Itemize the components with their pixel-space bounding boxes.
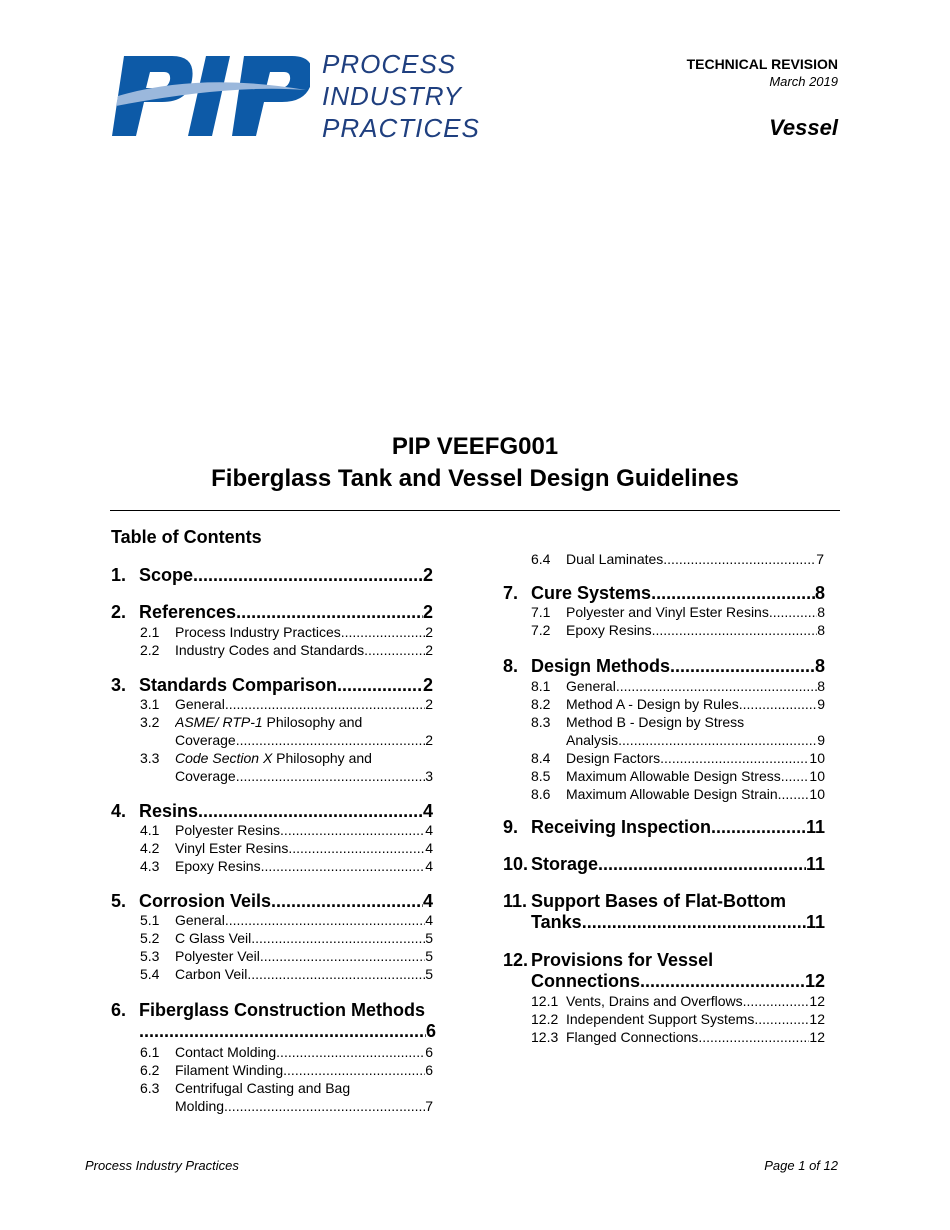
toc-subsection[interactable]: 3.1 General ..... 2 (140, 695, 433, 713)
toc-subsection[interactable]: 8.1 General ..... 8 (531, 677, 825, 695)
toc-number: 11. (503, 891, 528, 911)
toc-subsection[interactable]: 5.4 Carbon Veil ..... 5 (140, 965, 433, 983)
toc-subsection[interactable]: 4.2 Vinyl Ester Resins ..... 4 (140, 839, 433, 857)
toc-subsection[interactable]: 5.3 Polyester Veil ..... 5 (140, 947, 433, 965)
toc-subsection[interactable]: 5.1 General ..... 4 (140, 911, 433, 929)
toc-section-storage[interactable] (503, 854, 825, 875)
toc-number: 9. (503, 817, 519, 837)
toc-number: 6. (111, 1000, 127, 1020)
toc-page: 11 (805, 854, 825, 874)
pip-logo (110, 50, 310, 142)
toc-page: 11 (805, 912, 825, 932)
toc-heading: Table of Contents (111, 527, 262, 547)
toc-subsection[interactable]: 4.3 Epoxy Resins ..... 4 (140, 857, 433, 875)
footer-page-number: Page 1 of 12 (764, 1158, 838, 1173)
toc-section-references[interactable] (111, 602, 433, 623)
toc-section-cure-systems[interactable] (503, 583, 825, 604)
toc-number: 7. (503, 583, 519, 603)
toc-subsection[interactable]: 5.2 C Glass Veil ..... 5 (140, 929, 433, 947)
toc-section-design-methods[interactable] (503, 656, 825, 677)
toc-subsection[interactable]: 12.2 Independent Support Systems ..... 12 (531, 1010, 825, 1028)
toc-number: 12. (503, 950, 529, 970)
toc-section-corrosion-veils[interactable] (111, 891, 433, 912)
toc-page: 12 (804, 971, 825, 991)
toc-subsection[interactable]: 7.1 Polyester and Vinyl Ester Resins ..... 8 (531, 603, 825, 621)
revision-date: March 2019 (769, 74, 838, 89)
toc-number: 10. (503, 854, 529, 874)
toc-title: Corrosion Veils (139, 891, 272, 911)
toc-title: Cure Systems (531, 583, 652, 603)
toc-title: Storage (531, 854, 599, 874)
toc-subsection[interactable]: 8.3 Method B - Design by Stress Analysis ..... 9 (531, 713, 825, 749)
toc-subsection[interactable]: 8.6 Maximum Allowable Design Strain ..... 10 (531, 785, 825, 803)
toc-subsection[interactable]: 6.1 Contact Molding ..... 6 (140, 1043, 433, 1061)
toc-subsection[interactable]: 4.1 Polyester Resins ..... 4 (140, 821, 433, 839)
toc-subsection[interactable]: 3.2 ASME/ RTP-1 Philosophy and Coverage ..... 2 (140, 713, 433, 749)
toc-title: Support Bases of Flat-Bottom (531, 891, 786, 911)
toc-number: 1. (111, 565, 127, 585)
toc-section-support-bases[interactable]: 11. Support Bases of Flat-Bottom Tanks ..... 11 (503, 891, 825, 933)
toc-subsection[interactable]: 6.3 Centrifugal Casting and Bag Molding ..... 7 (140, 1079, 433, 1115)
toc-title: Scope (139, 565, 194, 585)
toc-number: 5. (111, 891, 127, 911)
toc-title: Design Methods (531, 656, 671, 676)
toc-subsection[interactable]: 2.2 Industry Codes and Standards ..... 2 (140, 641, 433, 659)
toc-section-scope[interactable] (111, 565, 433, 586)
toc-number: 8. (503, 656, 519, 676)
toc-page: 2 (422, 602, 433, 622)
toc-page: 6 (425, 1021, 436, 1041)
document-id: PIP VEEFG001 (391, 433, 559, 460)
toc-subsection[interactable]: 12.3 Flanged Connections ..... 12 (531, 1028, 825, 1046)
logo-word-practices: PRACTICES (322, 113, 480, 143)
footer-publisher: Process Industry Practices (85, 1158, 239, 1173)
toc-subsection[interactable]: 3.3 Code Section X Philosophy and Coverage ..... 3 (140, 749, 433, 785)
toc-page: 2 (422, 675, 433, 695)
toc-section-construction-methods[interactable] (111, 1000, 436, 1042)
toc-page: 2 (422, 565, 433, 585)
title-divider (110, 510, 840, 511)
toc-number: 3. (111, 675, 127, 695)
toc-section-receiving-inspection[interactable] (503, 817, 825, 838)
toc-section-standards-comparison[interactable] (111, 675, 433, 696)
toc-title: Receiving Inspection (531, 817, 712, 837)
toc-title: Fiberglass Construction Methods (139, 1000, 426, 1020)
toc-subsection[interactable]: 2.1 Process Industry Practices ..... 2 (140, 623, 433, 641)
document-title: Fiberglass Tank and Vessel Design Guidelines (211, 465, 739, 492)
toc-subsection[interactable]: 8.2 Method A - Design by Rules ..... 9 (531, 695, 825, 713)
toc-number: 2. (111, 602, 127, 622)
logo-word-industry: INDUSTRY (322, 81, 462, 111)
toc-page: 4 (422, 801, 433, 821)
toc-subsection[interactable]: 8.4 Design Factors ..... 10 (531, 749, 825, 767)
revision-label: TECHNICAL REVISION (686, 56, 838, 72)
toc-subsection[interactable]: 8.5 Maximum Allowable Design Stress ..... 10 (531, 767, 825, 785)
toc-subsection[interactable]: 12.1 Vents, Drains and Overflows ..... 12 (531, 992, 825, 1010)
toc-title: Resins (139, 801, 199, 821)
toc-subsection[interactable]: 7.2 Epoxy Resins ..... 8 (531, 621, 825, 639)
toc-title: References (139, 602, 237, 622)
toc-page: 8 (814, 656, 825, 676)
toc-page: 4 (422, 891, 433, 911)
category-label: Vessel (769, 115, 838, 140)
toc-number: 4. (111, 801, 127, 821)
toc-subsection[interactable]: 6.2 Filament Winding ..... 6 (140, 1061, 433, 1079)
toc-page: 8 (814, 583, 825, 603)
toc-title: Provisions for Vessel (531, 950, 714, 970)
toc-subsection[interactable]: 6.4 Dual Laminates ..... 7 (531, 550, 824, 568)
logo-word-process: PROCESS (322, 49, 457, 79)
toc-section-vessel-connections[interactable]: 12. Provisions for Vessel Connections ..... 12 (503, 950, 825, 992)
toc-page: 11 (805, 817, 825, 837)
toc-title: Standards Comparison (139, 675, 338, 695)
toc-section-resins[interactable] (111, 801, 433, 822)
